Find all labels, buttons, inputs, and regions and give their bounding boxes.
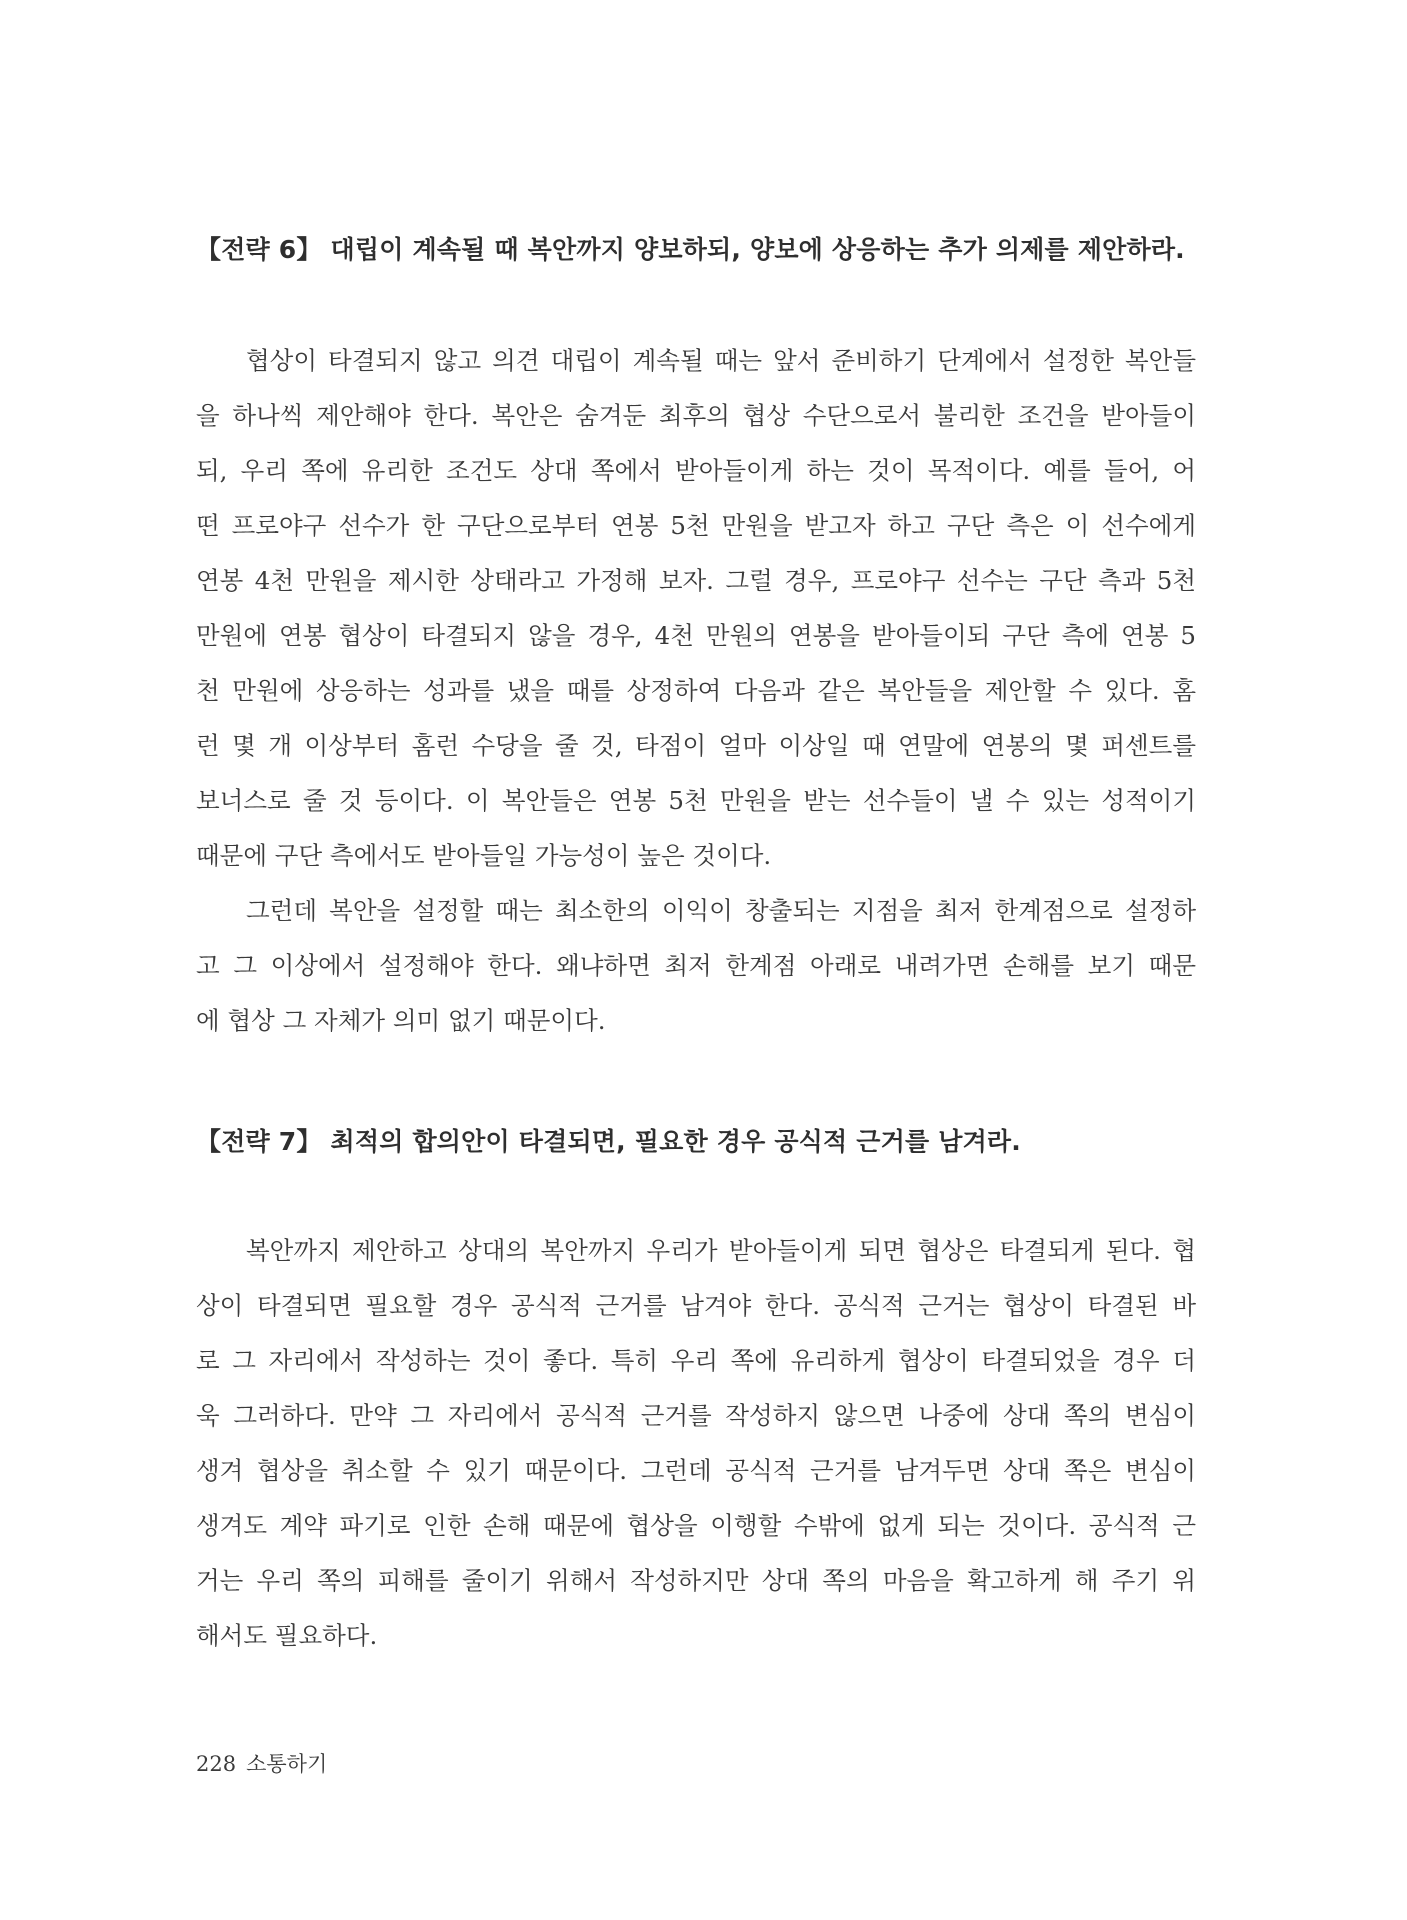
paragraph-line: 천 만원에 상응하는 성과를 냈을 때를 상정하여 다음과 같은 복안들을 제안할 수 있다. 홈 <box>196 676 1196 705</box>
paragraph-line: 욱 그러하다. 만약 그 자리에서 공식적 근거를 작성하지 않으면 나중에 상대 쪽의 변심이 <box>196 1401 1196 1430</box>
section-heading-strategy-6: 【전략 6】 대립이 계속될 때 복안까지 양보하되, 양보에 상응하는 추가 의제를 제안하라. <box>196 235 1185 264</box>
paragraph-line: 런 몇 개 이상부터 홈런 수당을 줄 것, 타점이 얼마 이상일 때 연말에 연봉의 몇 퍼센트를 <box>196 731 1196 760</box>
page-number: 228 <box>196 1752 237 1776</box>
paragraph-line: 고 그 이상에서 설정해야 한다. 왜냐하면 최저 한계점 아래로 내려가면 손해를 보기 때문 <box>196 951 1196 980</box>
paragraph-line: 거는 우리 쪽의 피해를 줄이기 위해서 작성하지만 상대 쪽의 마음을 확고하게 해 주기 위 <box>196 1566 1196 1595</box>
section-heading-strategy-7: 【전략 7】 최적의 합의안이 타결되면, 필요한 경우 공식적 근거를 남겨라. <box>196 1127 1021 1156</box>
paragraph-line: 보너스로 줄 것 등이다. 이 복안들은 연봉 5천 만원을 받는 선수들이 낼 수 있는 성적이기 <box>196 786 1196 815</box>
paragraph-line: 그런데 복안을 설정할 때는 최소한의 이익이 창출되는 지점을 최저 한계점으로 설정하 <box>246 896 1196 925</box>
paragraph-line: 떤 프로야구 선수가 한 구단으로부터 연봉 5천 만원을 받고자 하고 구단 측은 이 선수에게 <box>196 511 1196 540</box>
paragraph-line: 을 하나씩 제안해야 한다. 복안은 숨겨둔 최후의 협상 수단으로서 불리한 조건을 받아들이 <box>196 401 1196 430</box>
running-section-title: 소통하기 <box>246 1752 328 1776</box>
paragraph-line: 생겨도 계약 파기로 인한 손해 때문에 협상을 이행할 수밖에 없게 되는 것이다. 공식적 근 <box>196 1511 1196 1540</box>
paragraph-line: 협상이 타결되지 않고 의견 대립이 계속될 때는 앞서 준비하기 단계에서 설정한 복안들 <box>246 346 1196 375</box>
paragraph-line: 에 협상 그 자체가 의미 없기 때문이다. <box>196 1006 606 1035</box>
paragraph-line: 연봉 4천 만원을 제시한 상태라고 가정해 보자. 그럴 경우, 프로야구 선수는 구단 측과 5천 <box>196 566 1196 595</box>
paragraph-line: 해서도 필요하다. <box>196 1621 378 1650</box>
section-body-strategy-7 <box>196 1223 1196 1663</box>
section-body-strategy-6 <box>196 333 1196 1048</box>
paragraph-line: 생겨 협상을 취소할 수 있기 때문이다. 그런데 공식적 근거를 남겨두면 상대 쪽은 변심이 <box>196 1456 1196 1485</box>
paragraph-line: 로 그 자리에서 작성하는 것이 좋다. 특히 우리 쪽에 유리하게 협상이 타결되었을 경우 더 <box>196 1346 1196 1375</box>
paragraph-line: 복안까지 제안하고 상대의 복안까지 우리가 받아들이게 되면 협상은 타결되게 된다. 협 <box>246 1236 1196 1265</box>
page-footer <box>196 1748 327 1778</box>
paragraph-line: 때문에 구단 측에서도 받아들일 가능성이 높은 것이다. <box>196 841 772 870</box>
paragraph-line: 상이 타결되면 필요할 경우 공식적 근거를 남겨야 한다. 공식적 근거는 협상이 타결된 바 <box>196 1291 1196 1320</box>
paragraph-line: 되, 우리 쪽에 유리한 조건도 상대 쪽에서 받아들이게 하는 것이 목적이다. 예를 들어, 어 <box>196 456 1196 485</box>
paragraph-line: 만원에 연봉 협상이 타결되지 않을 경우, 4천 만원의 연봉을 받아들이되 구단 측에 연봉 5 <box>196 621 1196 650</box>
